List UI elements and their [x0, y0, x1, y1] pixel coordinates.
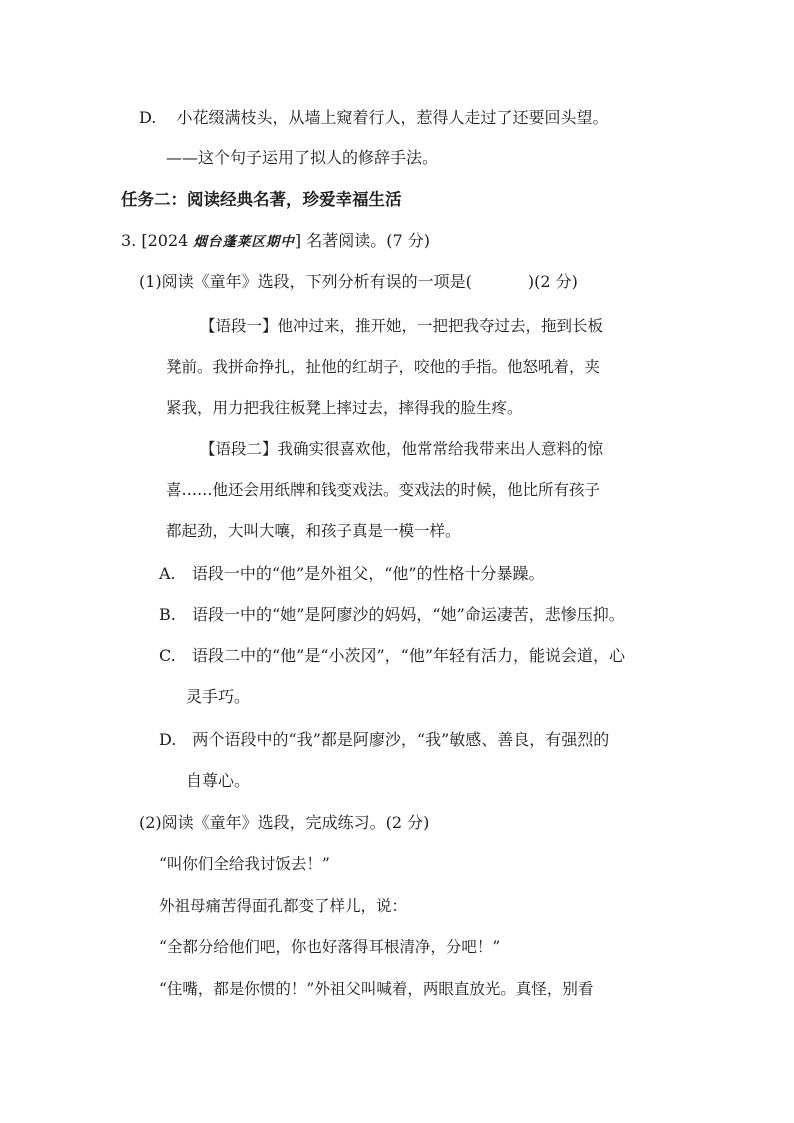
- task-heading: 任务二：阅读经典名著，珍爱幸福生活: [121, 190, 402, 209]
- passage-3-line: “住嘴，都是你惯的！”外祖父叫喊着，两眼直放光。真怪，别看: [159, 980, 594, 998]
- passage-2-line: 喜……他还会用纸牌和钱变戏法。变戏法的时候，他比所有孩子: [166, 481, 601, 499]
- option-d-continuation: 自尊心。: [186, 771, 251, 790]
- option-c-continuation: 灵手巧。: [186, 687, 251, 706]
- option-b[interactable]: [159, 605, 625, 625]
- option-label: D.: [159, 730, 177, 749]
- option-text: 语段一中的“她”是阿廖沙的妈妈，“她”命运凄苦，悲惨压抑。: [192, 605, 625, 624]
- q2-option-d-note: ——这个句子运用了拟人的修辞手法。: [166, 148, 439, 167]
- passage-1-line: 【语段一】他冲过来，推开她，一把把我夺过去，拖到长板: [200, 317, 604, 335]
- option-label: A.: [159, 564, 176, 583]
- source-place: 烟台蓬莱区期中: [193, 234, 295, 250]
- passage-3-line: 外祖母痛苦得面孔都变了样儿，说：: [159, 897, 408, 915]
- passage-1-line: 紧我，用力把我往板凳上摔过去，摔得我的脸生疼。: [166, 399, 523, 417]
- passage-1-line: 凳前。我拼命挣扎，扯他的红胡子，咬他的手指。他怒吼着，夹: [166, 358, 601, 376]
- question-number: 3.: [121, 231, 137, 250]
- option-text: 两个语段中的“我”都是阿廖沙，“我”敏感、善良，有强烈的: [192, 730, 610, 749]
- subquestion-1-prompt: (1)阅读《童年》选段，下列分析有误的一项是( )(2 分): [139, 272, 578, 291]
- option-text: 小花缀满枝头，从墙上窥着行人，惹得人走过了还要回头望。: [176, 108, 609, 127]
- q2-option-d: [139, 108, 609, 128]
- option-a[interactable]: [159, 564, 545, 584]
- question-title: 名著阅读。(7 分): [306, 231, 431, 250]
- option-label: B.: [159, 605, 176, 624]
- passage-2-line: 【语段二】我确实很喜欢他，他常常给我带来出人意料的惊: [200, 440, 604, 458]
- option-d[interactable]: [159, 730, 609, 750]
- subquestion-2-prompt: (2)阅读《童年》选段，完成练习。(2 分): [139, 813, 430, 832]
- passage-2-line: 都起劲，大叫大嚷，和孩子真是一模一样。: [166, 522, 461, 540]
- option-c[interactable]: [159, 646, 625, 666]
- option-text: 语段二中的“他”是“小茨冈”，“他”年轻有活力，能说会道，心: [191, 646, 626, 665]
- option-text: 语段一中的“他”是外祖父，“他”的性格十分暴躁。: [191, 564, 545, 583]
- passage-3-line: “全都分给他们吧，你也好落得耳根清净，分吧！”: [159, 938, 501, 956]
- option-label: D.: [139, 108, 157, 127]
- passage-3-line: “叫你们全给我讨饭去！”: [159, 855, 330, 873]
- source-close: ]: [294, 231, 302, 250]
- source-open: [2024: [141, 231, 189, 250]
- option-label: C.: [159, 646, 176, 665]
- question-3-header: [121, 231, 430, 252]
